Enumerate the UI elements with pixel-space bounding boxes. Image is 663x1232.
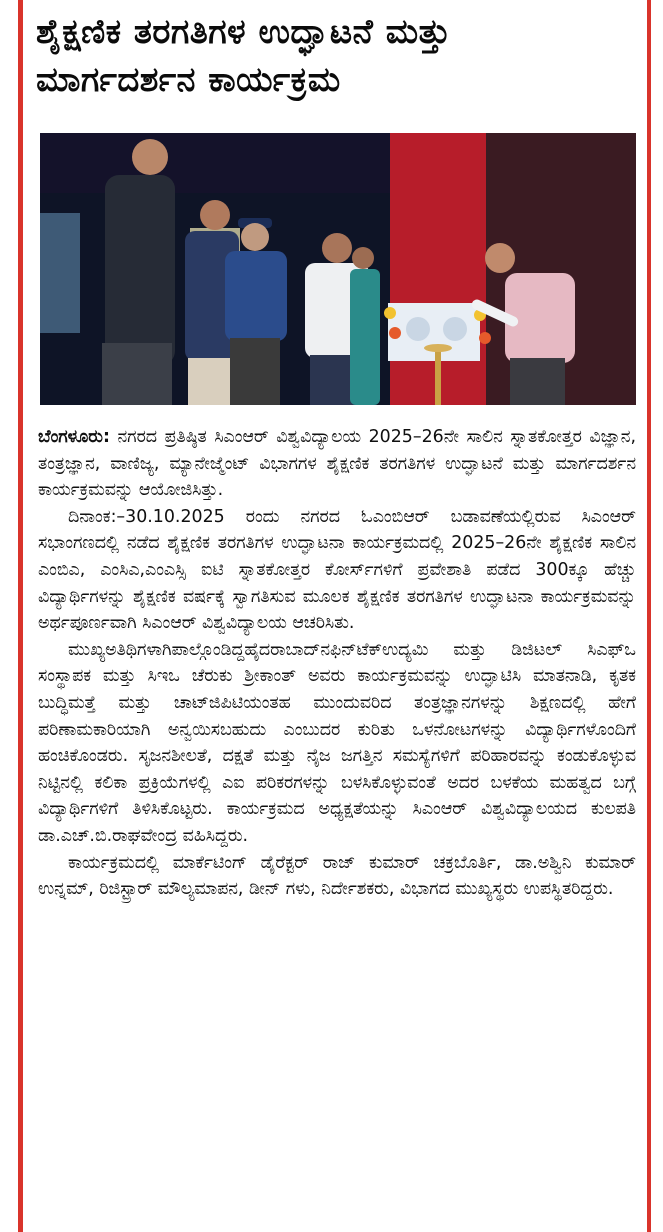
headline (36, 8, 636, 104)
headline-line-2: ಮಾರ್ಗದರ್ಶನ ಕಾರ್ಯಕ್ರಮ (36, 60, 341, 100)
article-body (38, 424, 636, 903)
article-paragraph-4: ಕಾರ್ಯಕ್ರಮದಲ್ಲಿ ಮಾರ್ಕೆಟಿಂಗ್ ಡೈರೆಕ್ಟರ್ ರಾಜ್ ಕುಮಾರ್ ಚಕ್ರಬೊರ್ತಿ, ಡಾ.ಅಶ್ವಿನಿ ಕುಮಾರ್ ಉನ್ನಮ್, ರಿಜಿಸ್ಟ್ರಾರ್ ಮೌಲ್ಯಮಾಪನ, ಡೀನ್ ಗಳು, ನಿರ್ದೇಶಕರು, ವಿಭಾಗದ ಮುಖ್ಯಸ್ಥರು ಉಪಸ್ಥಿತರಿದ್ದರು. (38, 852, 636, 900)
right-border-rule (647, 0, 651, 1232)
article-paragraph-2: ದಿನಾಂಕ:–30.10.2025 ರಂದು ನಗರದ ಓಎಂಬಿಆರ್ ಬಡಾವಣೆಯಲ್ಲಿರುವ ಸಿಎಂಆರ್ ಸಭಾಂಗಣದಲ್ಲಿ ನಡೆದ ಶೈಕ್ಷಣಿಕ ತರಗತಿಗಳ ಉದ್ಘಾಟನಾ ಕಾರ್ಯಕ್ರಮದಲ್ಲಿ 2025–26ನೇ ಶೈಕ್ಷಣಿಕ ಸಾಲಿನ ಎಂಬಿಎ, ಎಂಸಿಎ,ಎಂಎಸ್ಸಿ ಐಟಿ ಸ್ನಾತಕೋತ್ತರ ಕೋರ್ಸ್‌ಗಳಿಗೆ ಪ್ರವೇಶಾತಿ ಪಡೆದ 300ಕ್ಕೂ ಹೆಚ್ಚು ವಿದ್ಯಾರ್ಥಿಗಳನ್ನು ಶೈಕ್ಷಣಿಕ ವರ್ಷಕ್ಕೆ ಸ್ವಾಗತಿಸುವ ಮೂಲಕ ಶೈಕ್ಷಣಿಕ ತರಗತಿಗಳ ಉದ್ಘಾಟನಾ ಕಾರ್ಯಕ್ರಮವನ್ನು ಅರ್ಥಪೂರ್ಣವಾಗಿ ಸಿಎಂಆರ್ ವಿಶ್ವವಿದ್ಯಾಲಯ ಆಚರಿಸಿತು. (38, 506, 636, 634)
headline-line-1: ಶೈಕ್ಷಣಿಕ ತರಗತಿಗಳ ಉದ್ಘಾಟನೆ ಮತ್ತು (36, 12, 451, 52)
event-photo (40, 133, 636, 405)
article-paragraph-1 (38, 424, 636, 504)
event-photo-illustration (40, 133, 636, 405)
left-border-rule (18, 0, 23, 1232)
paragraph-1-text: ನಗರದ ಪ್ರತಿಷ್ಠಿತ ಸಿಎಂಆರ್ ವಿಶ್ವವಿದ್ಯಾಲಯ 2025–26ನೇ ಸಾಲಿನ ಸ್ನಾತಕೋತ್ತರ ವಿಜ್ಞಾನ, ತಂತ್ರಜ್ಞಾನ, ವಾಣಿಜ್ಯ, ಮ್ಯಾನೇಜ್ಮೆಂಟ್ ವಿಭಾಗಗಳ ಶೈಕ್ಷಣಿಕ ತರಗತಿಗಳ ಉದ್ಘಾಟನೆ ಮತ್ತು ಮಾರ್ಗದರ್ಶನ ಕಾರ್ಯಕ್ರಮವನ್ನು ಆಯೋಜಿಸಿತ್ತು. (38, 427, 637, 501)
article-paragraph-3: ಮುಖ್ಯಅತಿಥಿಗಳಾಗಿಪಾಲ್ಗೊಂಡಿದ್ದಹೈದರಾಬಾದ್‌ನಫಿನ್‌ಟೆಕ್‌ಉದ್ಯಮಿ ಮತ್ತು ಡಿಜಿಟಲ್ ಸಿಎಫ್‌ಒ ಸಂಸ್ಥಾಪಕ ಮತ್ತು ಸಿಇಒ ಚೆರುಕು ಶ್ರೀಕಾಂತ್ ಅವರು ಕಾರ್ಯಕ್ರಮವನ್ನು ಉದ್ಘಾಟಿಸಿ ಮಾತನಾಡಿ, ಕೃತಕ ಬುದ್ಧಿಮತ್ತೆ ಮತ್ತು ಚಾಟ್‌ಜಿಪಿಟಿಯಂತಹ ಮುಂದುವರಿದ ತಂತ್ರಜ್ಞಾನಗಳನ್ನು ಶಿಕ್ಷಣದಲ್ಲಿ ಹೇಗೆ ಪರಿಣಾಮಕಾರಿಯಾಗಿ ಅನ್ವಯಿಸಬಹುದು ಎಂಬುದರ ಕುರಿತು ಒಳನೋಟಗಳನ್ನು ವಿದ್ಯಾರ್ಥಿಗಳೊಂದಿಗೆ ಹಂಚಿಕೊಂಡರು. ಸೃಜನಶೀಲತೆ, ದಕ್ಷತೆ ಮತ್ತು ನೈಜ ಜಗತ್ತಿನ ಸಮಸ್ಯೆಗಳಿಗೆ ಪರಿಹಾರವನ್ನು ಕಂಡುಕೊಳ್ಳುವ ನಿಟ್ಟಿನಲ್ಲಿ ಕಲಿಕಾ ಪ್ರಕ್ರಿಯೆಗಳಲ್ಲಿ ಎಐ ಪರಿಕರಗಳನ್ನು ಬಳಸಿಕೊಳ್ಳುವಂತೆ ಅದರ ಬಳಕೆಯ ಮಹತ್ವದ ಬಗ್ಗೆ ವಿದ್ಯಾರ್ಥಿಗಳಿಗೆ ತಿಳಿಸಿಕೊಟ್ಟರು. ಕಾರ್ಯಕ್ರಮದ ಅಧ್ಯಕ್ಷತೆಯನ್ನು ಸಿಎಂಆರ್ ವಿಶ್ವವಿದ್ಯಾಲಯದ ಕುಲಪತಿ ಡಾ.ಎಚ್.ಬಿ.ರಾಘವೇಂದ್ರ ವಹಿಸಿದ್ದರು. (38, 639, 636, 846)
dateline: ಬೆಂಗಳೂರು: (38, 427, 110, 447)
